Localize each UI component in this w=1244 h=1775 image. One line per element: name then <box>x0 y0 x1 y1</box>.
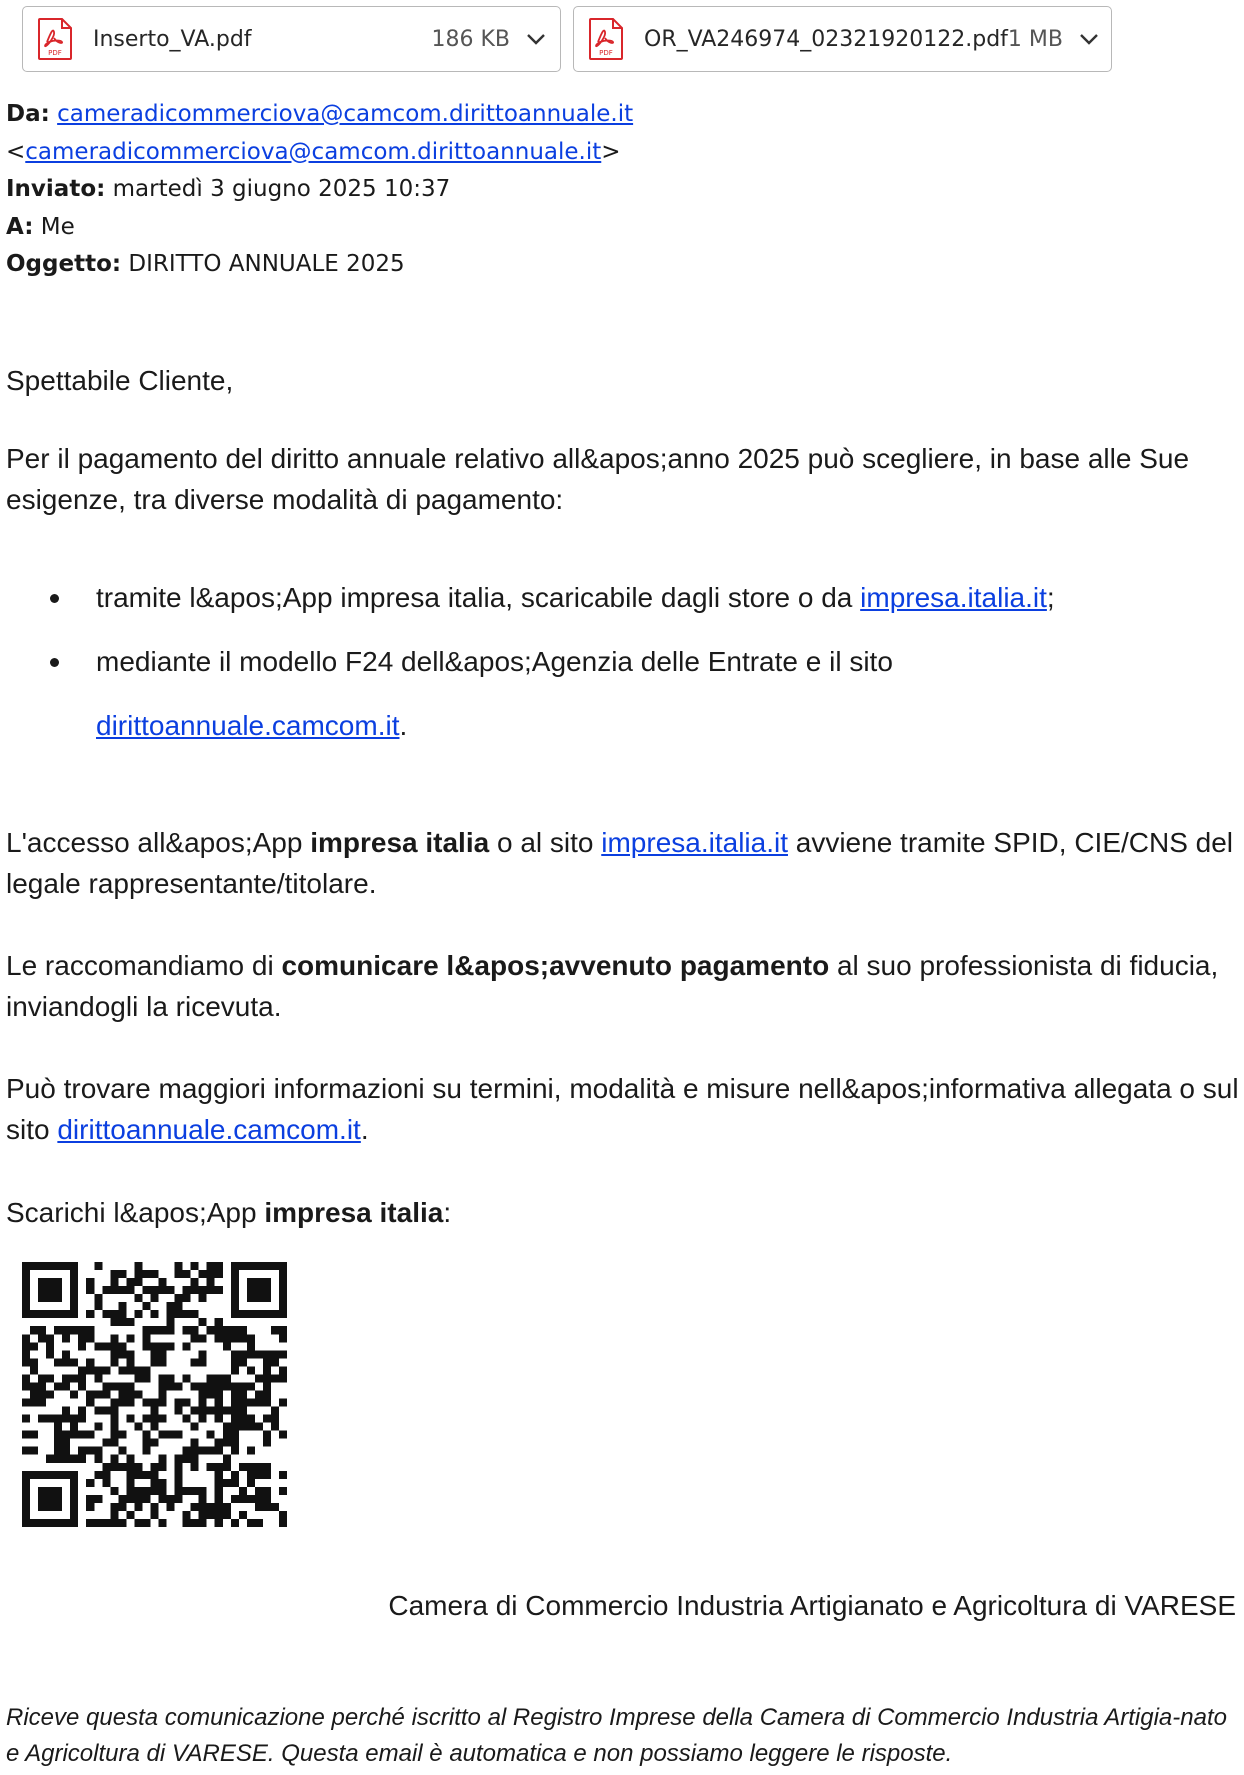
payment-methods-list <box>0 566 1055 758</box>
from-label: Da: <box>6 101 50 127</box>
attachment-or[interactable] <box>573 6 1112 72</box>
intro-text: Per il pagamento del diritto annuale relativo all&apos;anno 2025 può scegliere, in base alle Sue esigenze, tra diverse modalità di pagamento: <box>6 443 1190 515</box>
pdf-icon <box>588 18 624 60</box>
bullet-icon <box>50 594 59 603</box>
sent-label: Inviato: <box>6 176 106 202</box>
svg-text:PDF: PDF <box>48 49 62 57</box>
sent-value: martedì 3 giugno 2025 10:37 <box>112 176 451 202</box>
footer-note: Riceve questa comunicazione perché iscritto al Registro Imprese della Camera di Commercio Industria Artigia-nato e Agricoltura di VARESE. Questa email è automatica e non possiamo leggere le risposte. <box>6 1704 1227 1767</box>
access-text: L'accesso all&apos;App <box>6 827 311 858</box>
sent-row <box>6 171 633 209</box>
qr-code-image[interactable] <box>22 1262 287 1527</box>
email-header <box>6 96 633 284</box>
signature: Camera di Commercio Industria Artigianato e Agricoltura di VARESE <box>388 1590 1236 1621</box>
recommend-text: Le raccomandiamo di <box>6 950 282 981</box>
svg-text:PDF: PDF <box>599 49 613 57</box>
list-item <box>0 630 1055 758</box>
download-line <box>6 1192 1242 1233</box>
chevron-down-icon[interactable] <box>1079 32 1099 46</box>
attachments-bar <box>22 6 1112 72</box>
access-paragraph <box>6 822 1242 904</box>
impresa-italia-link-2[interactable]: impresa.italia.it <box>601 827 788 858</box>
from-email-bracket-row: <cameradicommerciova@camcom.dirittoannuale.it> <box>6 138 621 165</box>
bullet1-post: ; <box>1046 582 1055 613</box>
chevron-down-icon[interactable] <box>526 32 546 46</box>
bullet2-text: mediante il modello F24 dell&apos;Agenzia delle Entrate e il sito <box>96 646 893 677</box>
subject-row <box>6 246 633 284</box>
to-value: Me <box>40 213 75 240</box>
impresa-italia-link[interactable]: impresa.italia.it <box>860 582 1047 613</box>
attachment-inserto[interactable] <box>22 6 561 72</box>
from-email-bracket-link[interactable]: cameradicommerciova@camcom.dirittoannuale.it <box>25 138 602 165</box>
diritto-annuale-link-2[interactable]: dirittoannuale.camcom.it <box>57 1114 361 1145</box>
list-item <box>0 566 1055 630</box>
subject-value: DIRITTO ANNUALE 2025 <box>128 251 405 277</box>
info-text: Può trovare maggiori informazioni su termini, modalità e misure nell&apos;informativa allegata o sul sito <box>6 1073 1239 1145</box>
attachment-size: 1 MB <box>1007 26 1063 52</box>
info-post: . <box>360 1114 369 1145</box>
recommend-paragraph <box>6 945 1242 1027</box>
bullet2-post: . <box>399 710 408 741</box>
pdf-icon <box>37 18 73 60</box>
attachment-name: Inserto_VA.pdf <box>93 26 252 52</box>
to-label: A: <box>6 213 34 240</box>
intro-paragraph <box>6 438 1242 520</box>
recommend-bold: comunicare l&apos;avvenuto pagamento <box>281 950 830 981</box>
info-paragraph <box>6 1068 1242 1150</box>
attachment-name: OR_VA246974_02321920122.pdf <box>644 26 1008 52</box>
download-bold: impresa italia <box>264 1197 444 1228</box>
from-email-link[interactable]: cameradicommerciova@camcom.dirittoannuale.it <box>57 101 634 127</box>
access-bold: impresa italia <box>310 827 490 858</box>
recommend-post: al suo professionista di fiducia, inviandogli la ricevuta. <box>6 950 1219 1022</box>
subject-label: Oggetto: <box>6 251 122 277</box>
bullet-icon <box>50 658 59 667</box>
download-post: : <box>443 1197 452 1228</box>
access-mid: o al sito <box>489 827 602 858</box>
greeting: Spettabile Cliente, <box>6 365 234 396</box>
access-post: avviene tramite SPID, CIE/CNS del legale rappresentante/titolare. <box>6 827 1234 899</box>
from-row <box>6 96 633 134</box>
download-text: Scarichi l&apos;App <box>6 1197 265 1228</box>
bullet1-text: tramite l&apos;App impresa italia, scaricabile dagli store o da <box>96 582 861 613</box>
attachment-size: 186 KB <box>431 26 510 52</box>
to-row <box>6 209 633 247</box>
diritto-annuale-link[interactable]: dirittoannuale.camcom.it <box>96 710 400 741</box>
